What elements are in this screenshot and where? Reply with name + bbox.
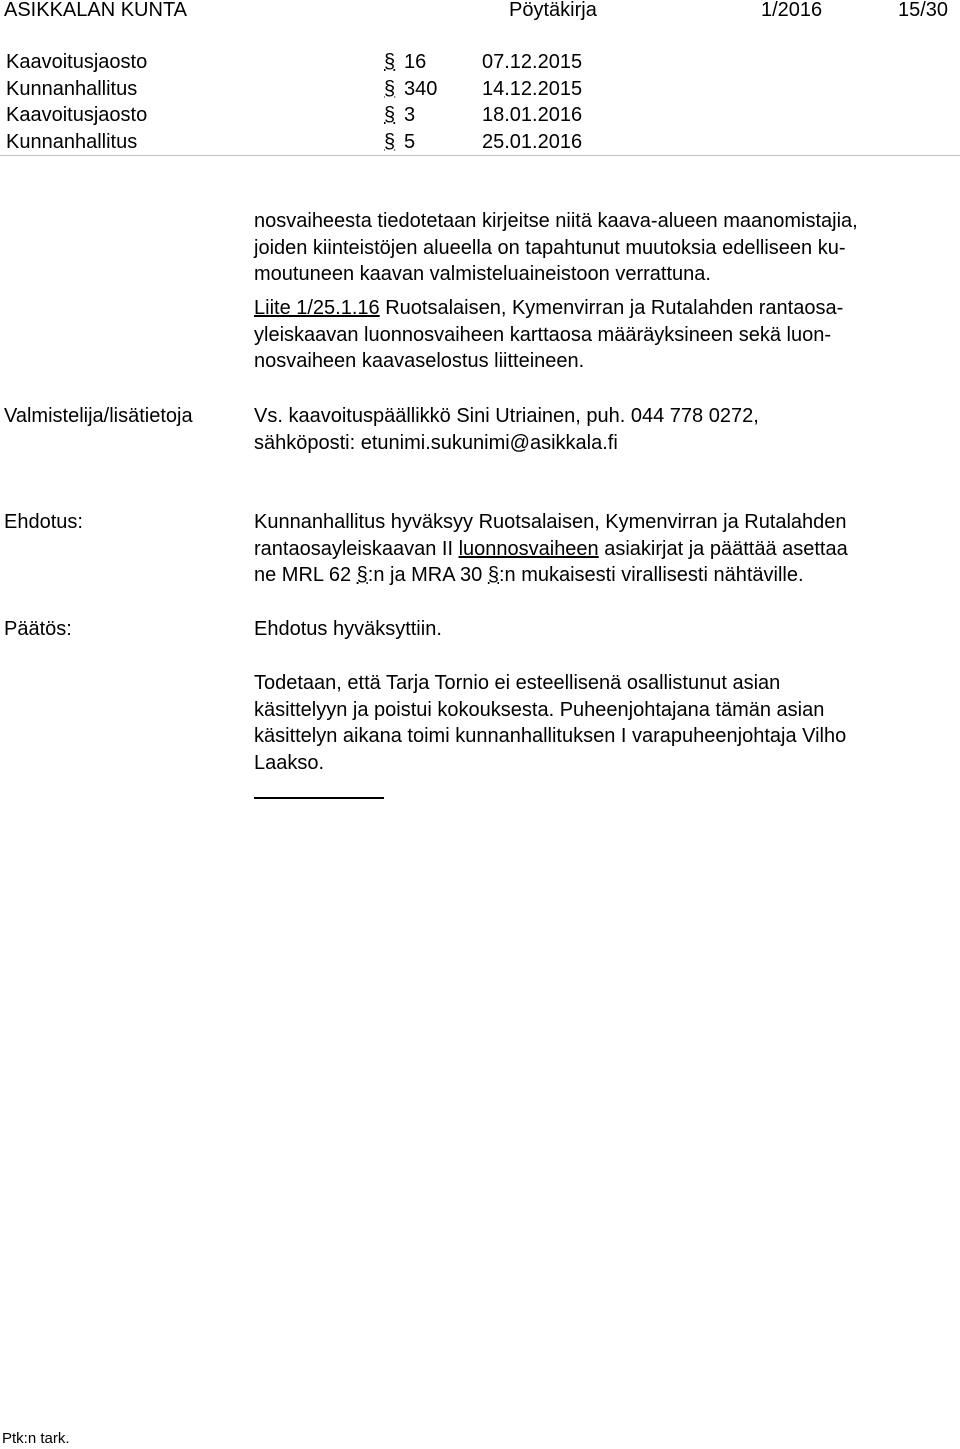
text-fragment: ne MRL 62	[254, 564, 357, 586]
preparer-label: Valmistelija/lisätietoja	[4, 405, 193, 427]
meeting-body: Kunnanhallitus	[6, 77, 138, 100]
signature-line	[254, 797, 384, 799]
section-number: 16	[404, 51, 427, 73]
document-type: Pöytäkirja	[509, 0, 597, 21]
decision-label: Päätös:	[4, 618, 72, 640]
text-line: Vs. kaavoituspäällikkö Sini Utriainen, puh. 044 778 0272,	[254, 405, 759, 427]
text-line: Ehdotus hyväksyttiin.	[254, 618, 442, 640]
decision-text	[254, 616, 958, 643]
proposal-text	[254, 509, 958, 589]
preparer-info	[254, 403, 958, 456]
attachment-link[interactable]: Liite 1/25.1.16	[254, 297, 380, 319]
attachment-paragraph	[254, 295, 958, 375]
meeting-body: Kunnanhallitus	[6, 130, 138, 153]
text-line: Todetaan, että Tarja Tornio ei esteellisenä osallistunut asian	[254, 672, 781, 694]
section-sign: §	[384, 104, 396, 126]
municipality-name: ASIKKALAN KUNTA	[4, 0, 188, 21]
meeting-body: Kaavoitusjaosto	[6, 104, 148, 126]
section-number: 340	[404, 77, 438, 100]
meeting-body: Kaavoitusjaosto	[6, 51, 148, 73]
text-line: käsittelyyn ja poistui kokouksesta. Puheenjohtajana tämän asian	[254, 698, 825, 721]
text-fragment: asiakirjat ja päättää asettaa	[598, 537, 848, 560]
intro-paragraph	[254, 208, 958, 288]
text-line: yleiskaavan luonnosvaiheen karttaosa määräyksineen sekä luon-	[254, 323, 832, 346]
page-number: 15/30	[898, 0, 949, 21]
text-line: moutuneen kaavan valmisteluaineistoon verrattuna.	[254, 263, 711, 285]
proposal-label: Ehdotus:	[4, 511, 83, 533]
section-number: 3	[404, 104, 416, 126]
text-line: joiden kiinteistöjen alueella on tapahtunut muutoksia edelliseen ku-	[254, 236, 846, 259]
header-divider	[0, 155, 960, 156]
text-line: käsittelyn aikana toimi kunnanhallituksen I varapuheenjohtaja Vilho	[254, 725, 847, 747]
text-fragment: :n mukaisesti virallisesti nähtäville.	[498, 564, 804, 586]
text-line: nosvaiheen kaavaselostus liitteineen.	[254, 350, 585, 372]
luonnosvaiheen-link[interactable]: luonnosvaiheen	[458, 537, 599, 560]
document-number: 1/2016	[761, 0, 823, 21]
footer-initials-label: Ptk:n tark.	[2, 1430, 70, 1447]
note-paragraph	[254, 670, 958, 776]
section-sign: §	[384, 77, 396, 100]
text-line: Kunnanhallitus hyväksyy Ruotsalaisen, Kymenvirran ja Rutalahden	[254, 511, 847, 533]
text-line: Laakso.	[254, 751, 325, 774]
meeting-date: 14.12.2015	[482, 77, 583, 100]
text-fragment: rantaosayleiskaavan II	[254, 537, 459, 560]
section-sign: §	[384, 51, 396, 73]
meeting-date: 25.01.2016	[482, 130, 583, 153]
text-line: nosvaiheesta tiedotetaan kirjeitse niitä kaava-alueen maanomistajia,	[254, 210, 858, 232]
section-sign: §	[487, 564, 499, 586]
text-line: sähköposti: etunimi.sukunimi@asikkala.fi	[254, 431, 618, 454]
meeting-date: 07.12.2015	[482, 51, 583, 73]
text-line: Ruotsalaisen, Kymenvirran ja Rutalahden rantaosa-	[379, 297, 844, 319]
section-sign: §	[356, 564, 368, 586]
meeting-date: 18.01.2016	[482, 104, 583, 126]
section-sign: §	[384, 130, 396, 153]
text-fragment: :n ja MRA 30	[367, 564, 488, 586]
section-number: 5	[404, 130, 416, 153]
